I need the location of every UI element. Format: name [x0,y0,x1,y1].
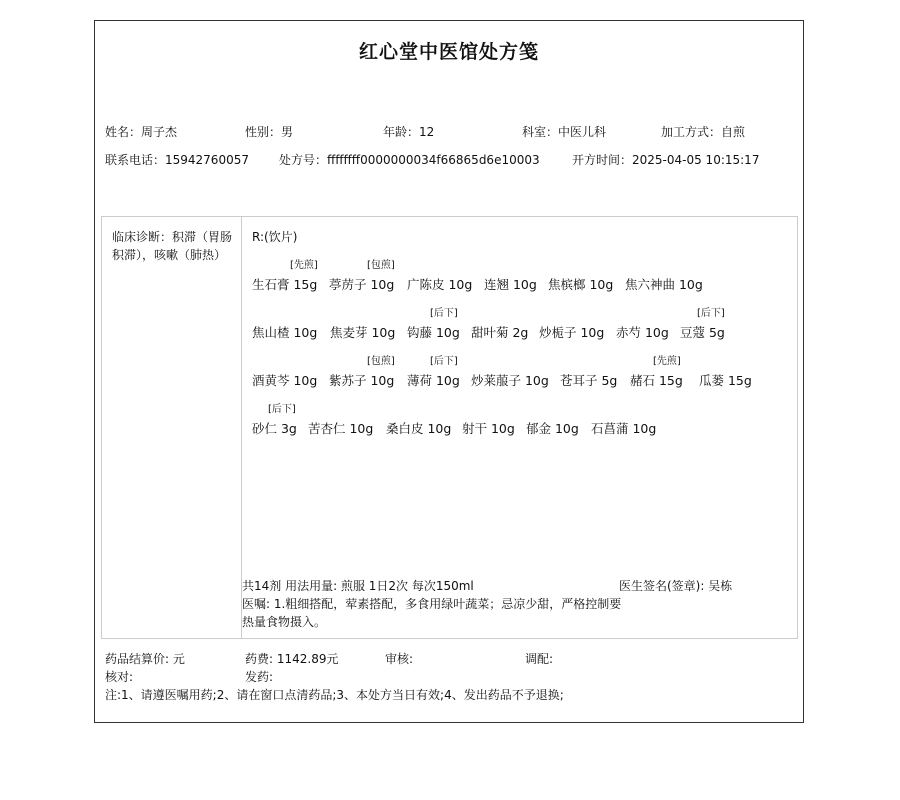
herb-name-dose: 生石膏 15g [252,277,318,292]
herb-name-dose: 苦杏仁 10g [308,421,374,436]
herb-name-dose: 郁金 10g [526,421,579,436]
patient-gender: 性别：男 [245,125,294,139]
processing-method: 加工方式：自煎 [661,125,746,139]
herb-name-dose: 赤芍 10g [616,325,669,340]
herb-name-dose: 广陈皮 10g [407,277,473,292]
footer-notes: 注:1、请遵医嘱用药;2、请在窗口点清药品;3、本处方当日有效;4、发出药品不予退换; [105,688,564,702]
rx-header: R:(饮片) [252,230,298,244]
department: 科室：中医儿科 [522,125,607,139]
doctor-advice: 医嘱: 1.粗细搭配，荤素搭配，多食用绿叶蔬菜；忌凉少甜，严格控制要热量食物摄入。 [242,597,622,629]
patient-name: 姓名：周子杰 [105,125,178,139]
decoction-note: [先煎] [290,260,318,271]
herb-name-dose: 苍耳子 5g [560,373,618,388]
review-field: 审核: [385,652,414,666]
prescription-number: 处方号：ffffffff0000000034f66865d6e10003 [279,153,540,167]
decoction-note: [后下] [268,404,296,415]
settle-price: 药品结算价: 元 [105,652,185,666]
herb-name-dose: 射干 10g [462,421,515,436]
decoction-note: [包煎] [367,356,395,367]
dispense-field: 调配: [525,652,554,666]
doctor-signature: 医生签名(签章): 吴栋 [619,579,733,593]
issue-time: 开方时间：2025-04-05 10:15:17 [572,153,760,167]
prescription-sheet [94,20,804,723]
usage-block [242,577,622,631]
check-field: 核对: [105,670,134,684]
issue-field: 发药: [245,670,274,684]
herb-name-dose: 瓜蒌 15g [699,373,752,388]
herb-name-dose: 连翘 10g [484,277,537,292]
herb-name-dose: 葶苈子 10g [329,277,395,292]
herb-name-dose: 砂仁 3g [252,421,297,436]
herb-name-dose: 钩藤 10g [407,325,460,340]
drug-fee: 药费: 1142.89元 [245,652,339,666]
herb-name-dose: 焦麦芽 10g [330,325,396,340]
herb-name-dose: 赭石 15g [630,373,683,388]
decoction-note: [后下] [697,308,725,319]
herb-name-dose: 甜叶菊 2g [471,325,529,340]
clinical-diagnosis: 临床诊断：积滞（胃肠积滞），咳嗽（肺热） [112,230,233,262]
herb-name-dose: 炒莱菔子 10g [471,373,549,388]
herb-name-dose: 石菖蒲 10g [591,421,657,436]
patient-age: 年龄：12 [383,125,435,139]
decoction-note: [后下] [430,356,458,367]
herb-name-dose: 紫苏子 10g [329,373,395,388]
diagnosis-column [102,217,242,638]
phone: 联系电话：15942760057 [105,153,249,167]
decoction-note: [包煎] [367,260,395,271]
herb-name-dose: 酒黄芩 10g [252,373,318,388]
decoction-note: [后下] [430,308,458,319]
herb-name-dose: 焦山楂 10g [252,325,318,340]
decoction-note: [先煎] [653,356,681,367]
herb-name-dose: 焦槟榔 10g [548,277,614,292]
herb-name-dose: 炒栀子 10g [539,325,605,340]
herb-name-dose: 薄荷 10g [407,373,460,388]
herb-name-dose: 焦六神曲 10g [625,277,703,292]
page-title: 红心堂中医馆处方笺 [358,41,539,63]
herb-name-dose: 豆蔻 5g [680,325,725,340]
herb-name-dose: 桑白皮 10g [386,421,452,436]
prescription-box [101,216,798,639]
usage-dosage: 共14剂 用法用量: 煎服 1日2次 每次150ml [242,579,474,593]
